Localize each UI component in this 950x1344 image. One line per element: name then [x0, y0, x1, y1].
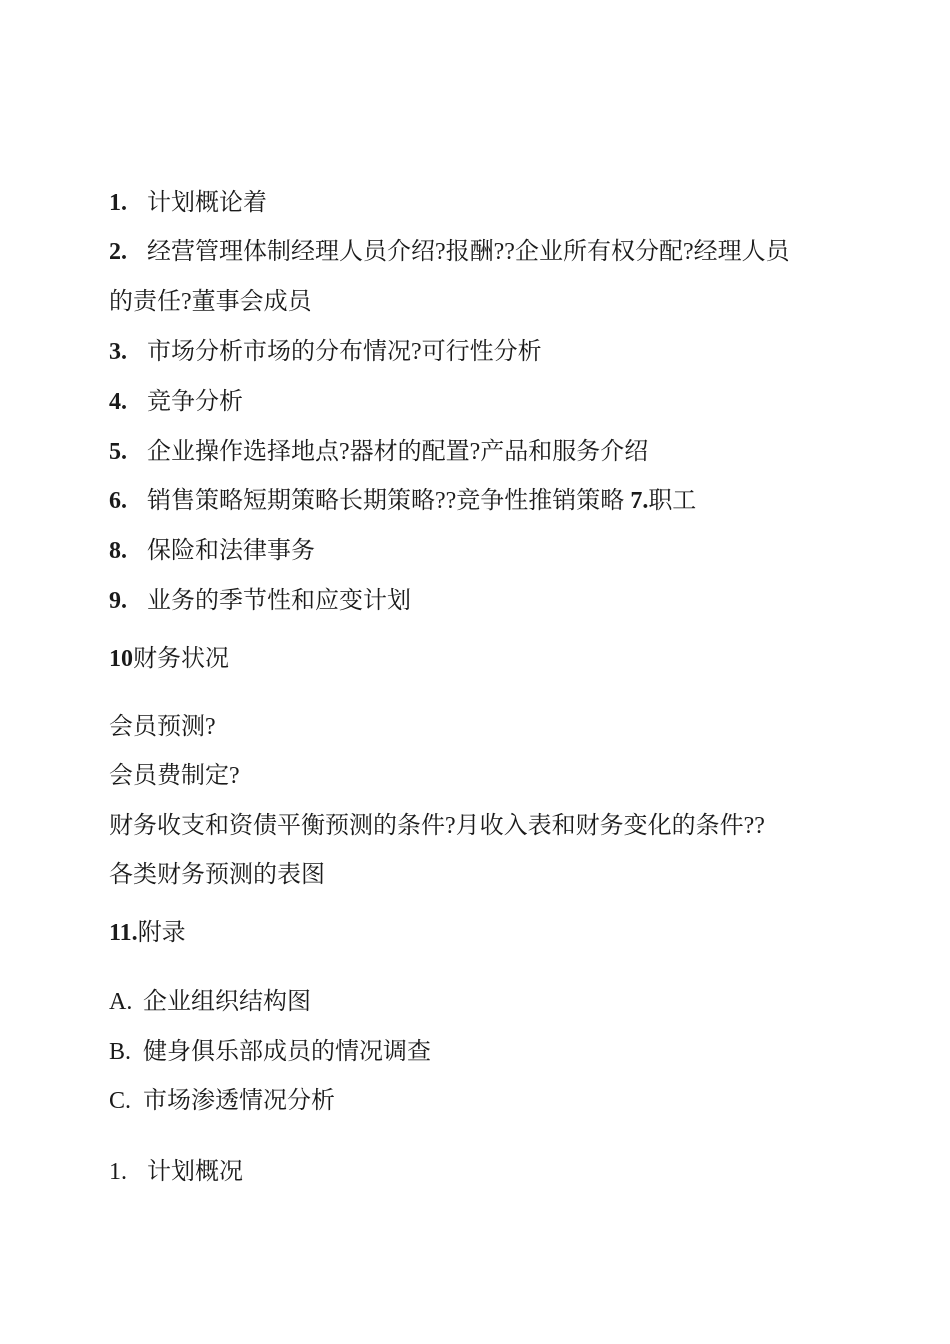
section-title: 财务状况: [133, 646, 229, 672]
appendix-item-a: [109, 987, 311, 1017]
section-number: 10: [109, 646, 133, 672]
toc-item-text: 业务的季节性和应变计划: [147, 588, 411, 614]
appendix-item-b: [109, 1037, 431, 1067]
toc-item-number: 6.: [109, 488, 127, 514]
toc-item-6: [109, 486, 696, 516]
toc-item-4: [109, 387, 243, 417]
toc-item-number: 8.: [109, 538, 127, 564]
appendix-item-c: [109, 1086, 335, 1116]
toc-item-8: [109, 536, 315, 566]
finance-line-2: [109, 761, 240, 791]
toc-item-2: [109, 237, 790, 267]
section-1-heading: [109, 1157, 243, 1187]
toc-item-number: 5.: [109, 439, 127, 465]
section-title: 附录: [137, 920, 186, 946]
appendix-text: 企业组织结构图: [143, 989, 311, 1015]
toc-item-7-text: 职工: [648, 488, 697, 514]
finance-line-text: 会员费制定?: [109, 763, 240, 789]
appendix-label: C.: [109, 1088, 132, 1114]
toc-item-number: 4.: [109, 389, 127, 415]
finance-line-text: 会员预测?: [109, 714, 216, 740]
finance-line-1: [109, 712, 216, 742]
toc-item-text: 企业操作选择地点?器材的配置?产品和服务介绍: [147, 439, 649, 465]
toc-item-number: 2.: [109, 239, 127, 265]
toc-item-text: 市场分析市场的分布情况?可行性分析: [147, 339, 542, 365]
section-10-heading: [109, 644, 229, 674]
appendix-label: A.: [109, 989, 133, 1015]
toc-item-text: 竞争分析: [147, 389, 243, 415]
appendix-text: 市场渗透情况分析: [143, 1088, 335, 1114]
toc-item-text: 经营管理体制经理人员介绍?报酬??企业所有权分配?经理人员: [147, 239, 790, 265]
toc-item-number: 1.: [109, 190, 127, 216]
section-number: 1.: [109, 1159, 127, 1185]
toc-item-text-continued: 的责任?董事会成员: [109, 289, 312, 315]
section-title: 计划概况: [147, 1159, 243, 1185]
toc-item-7-number: 7.: [630, 488, 649, 514]
toc-item-5: [109, 437, 648, 467]
toc-item-9: [109, 586, 411, 616]
appendix-label: B.: [109, 1039, 132, 1065]
toc-item-1: [109, 188, 267, 218]
toc-item-2-continuation: [109, 287, 312, 317]
finance-line-text: 各类财务预测的表图: [109, 862, 325, 888]
section-number: 11.: [109, 920, 138, 946]
toc-item-number: 3.: [109, 339, 127, 365]
toc-item-3: [109, 337, 542, 367]
appendix-text: 健身俱乐部成员的情况调查: [143, 1039, 431, 1065]
section-11-heading: [109, 918, 186, 948]
toc-item-text: 计划概论着: [147, 190, 267, 216]
toc-item-text: 保险和法律事务: [147, 538, 315, 564]
finance-line-4: [109, 860, 325, 890]
toc-item-text: 销售策略短期策略长期策略??竞争性推销策略: [147, 488, 625, 514]
toc-item-number: 9.: [109, 588, 127, 614]
finance-line-3: [109, 811, 765, 841]
finance-line-text: 财务收支和资债平衡预测的条件?月收入表和财务变化的条件??: [109, 813, 765, 839]
